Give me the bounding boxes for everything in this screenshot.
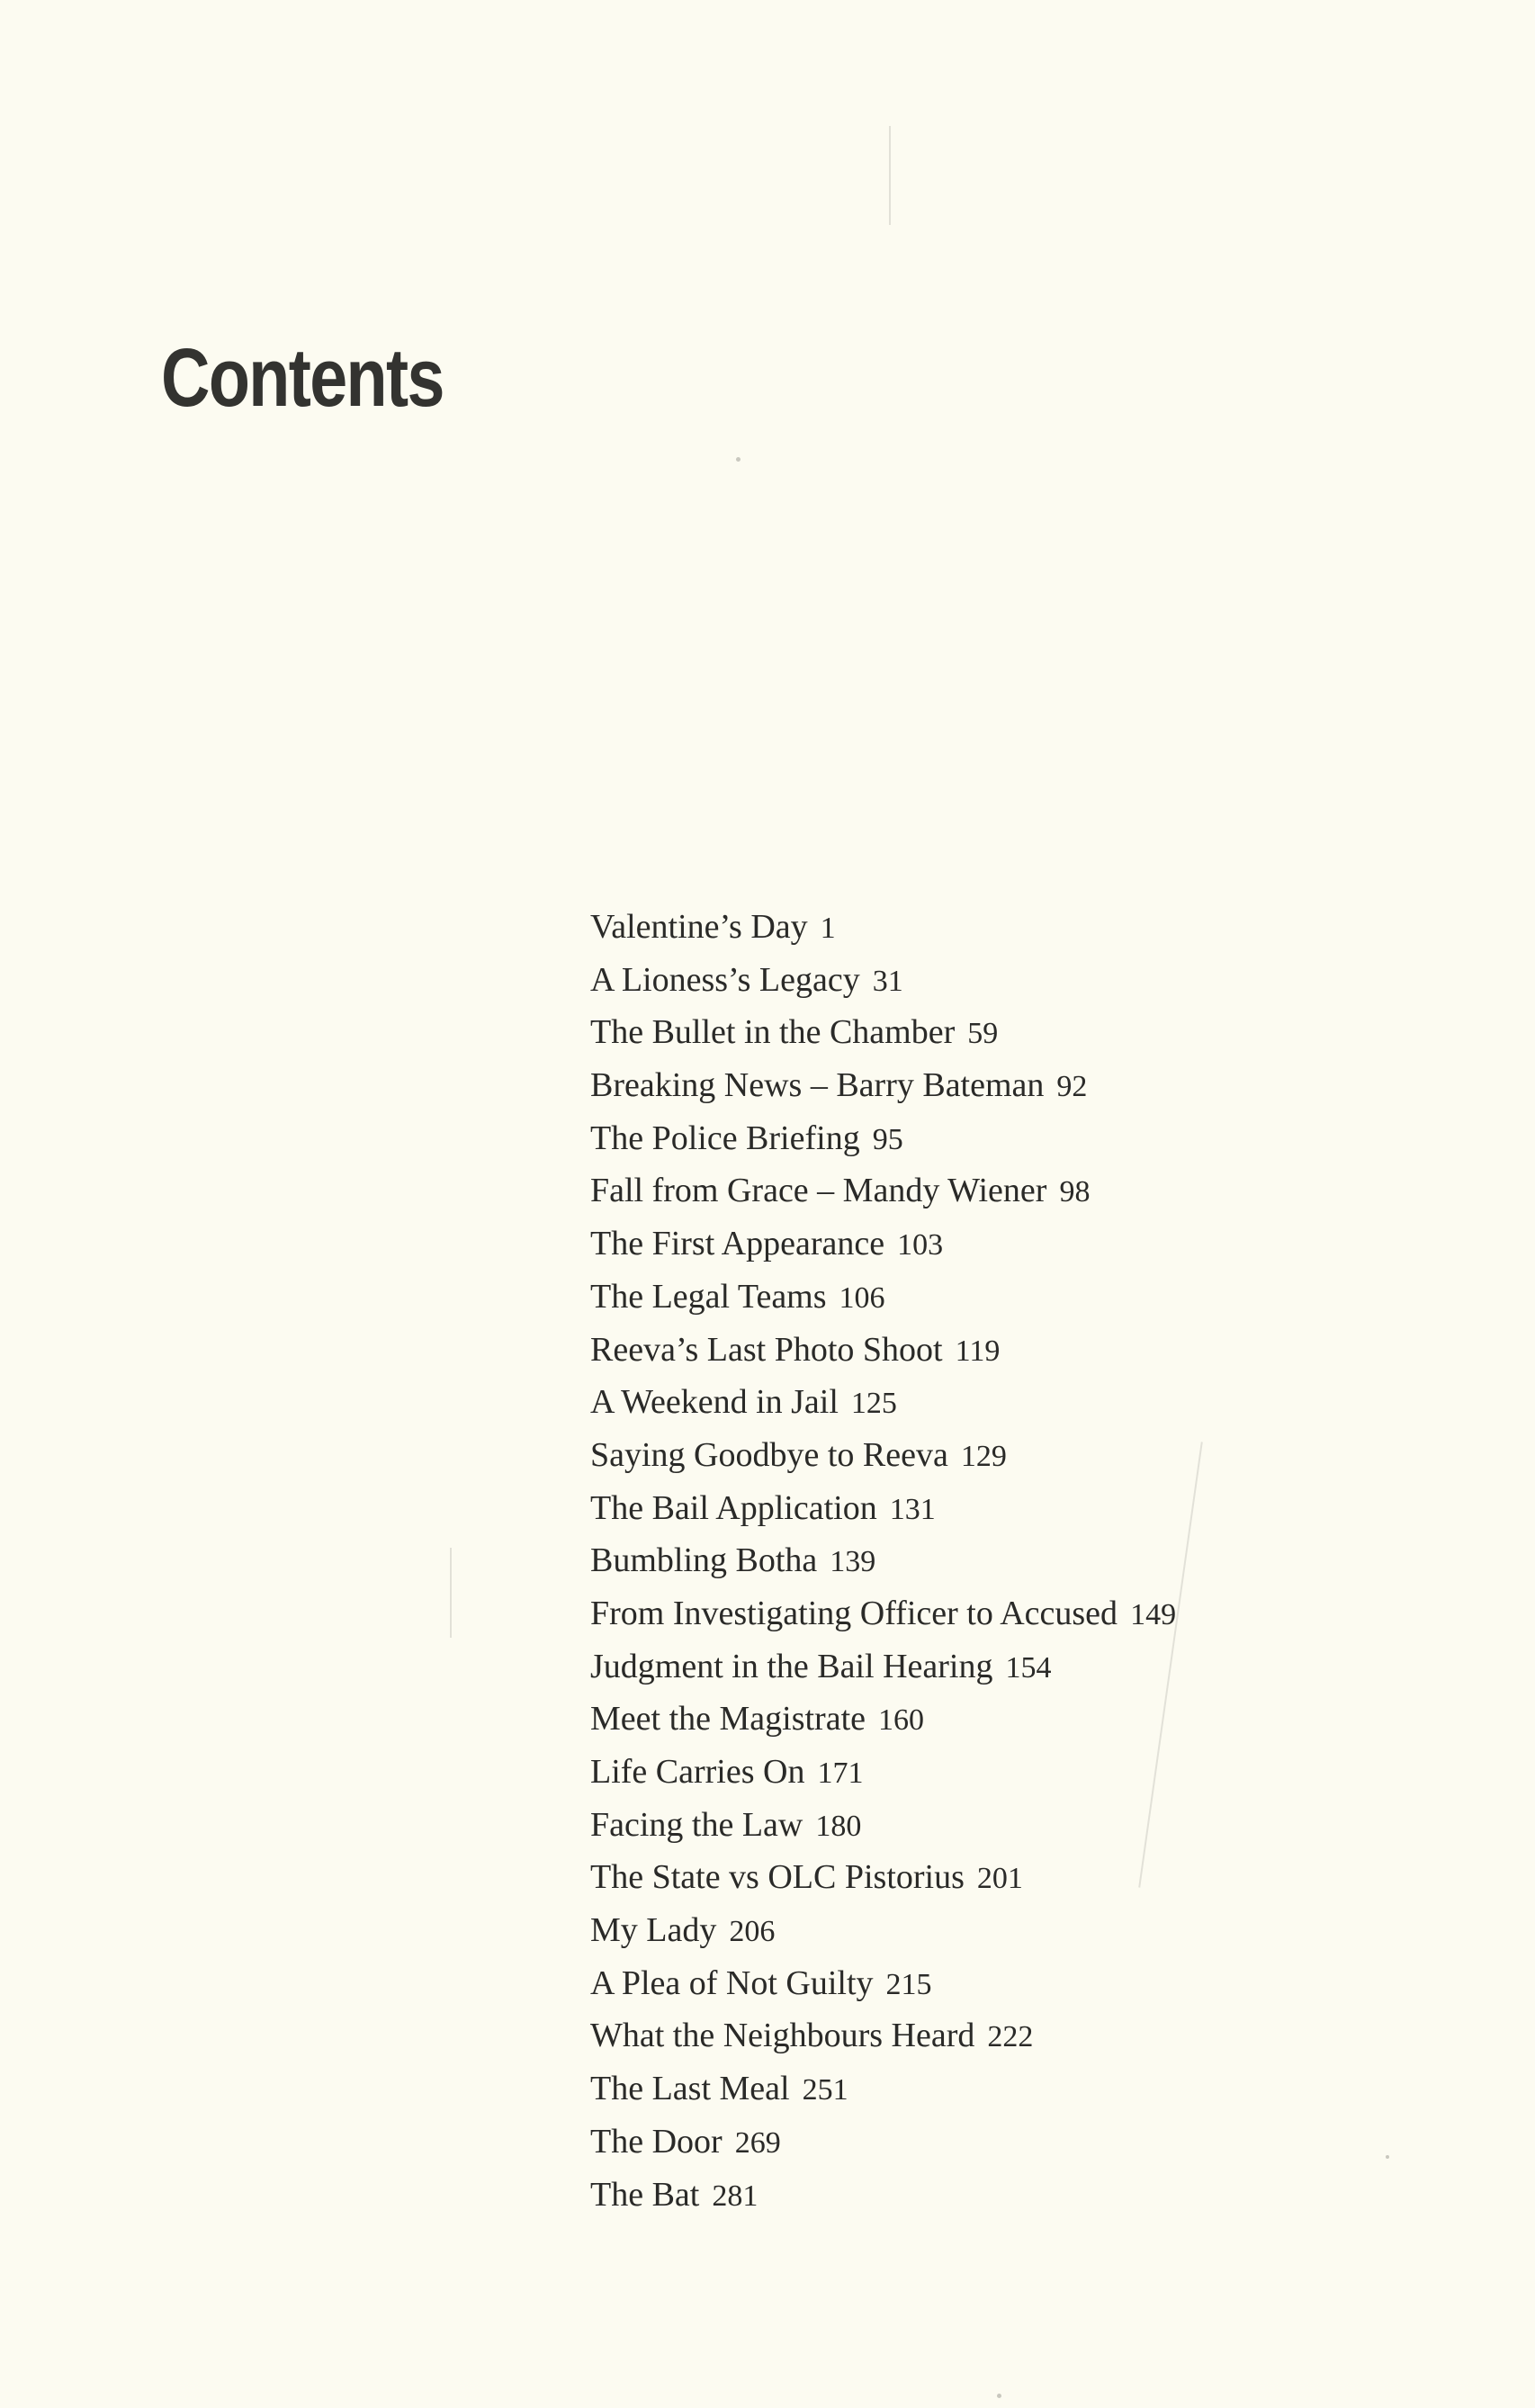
paper-crease (889, 126, 891, 225)
toc-entry (590, 2062, 1176, 2116)
page-number: 59 (967, 1017, 999, 1051)
toc-entry (590, 1904, 1176, 1957)
paper-crease (450, 1548, 452, 1638)
toc-entry (590, 1640, 1176, 1694)
page-number: 201 (976, 1862, 1023, 1896)
page-number: 149 (1130, 1597, 1177, 1631)
chapter-title: A Lioness’s Legacy (590, 960, 860, 999)
chapter-title: Judgment in the Bail Hearing (590, 1647, 993, 1685)
page-number: 269 (734, 2125, 781, 2160)
page-number: 139 (830, 1545, 876, 1579)
table-of-contents (590, 901, 1176, 2221)
page-number: 180 (815, 1809, 862, 1843)
chapter-title: My Lady (590, 1911, 717, 1950)
toc-entry (590, 2009, 1176, 2062)
toc-entry (590, 1957, 1176, 2010)
toc-entry (590, 1429, 1176, 1482)
chapter-title: The Bullet in the Chamber (590, 1013, 956, 1052)
chapter-title: The Police Briefing (590, 1119, 860, 1157)
chapter-title: Breaking News – Barry Bateman (590, 1066, 1045, 1105)
toc-entry (590, 1482, 1176, 1535)
toc-entry (590, 1799, 1176, 1852)
chapter-title: A Plea of Not Guilty (590, 1963, 874, 2002)
page-number: 1 (820, 912, 836, 945)
chapter-title: The First Appearance (590, 1225, 885, 1263)
chapter-title: The Last Meal (590, 2070, 790, 2108)
chapter-title: Reeva’s Last Photo Shoot (590, 1330, 943, 1369)
chapter-title: Meet the Magistrate (590, 1700, 866, 1739)
chapter-title: Life Carries On (590, 1753, 805, 1791)
toc-entry (590, 1376, 1176, 1429)
page-number: 222 (987, 2020, 1034, 2054)
chapter-title: Fall from Grace – Mandy Wiener (590, 1172, 1047, 1210)
paper-speck (736, 457, 741, 462)
toc-entry (590, 1112, 1176, 1165)
toc-entry (590, 1851, 1176, 1904)
toc-entry (590, 1587, 1176, 1640)
page-number: 160 (878, 1703, 925, 1738)
chapter-title: Bumbling Botha (590, 1541, 818, 1580)
toc-entry (590, 1164, 1176, 1217)
chapter-title: The Door (590, 2122, 723, 2161)
page-number: 131 (889, 1492, 936, 1526)
page-number: 95 (872, 1122, 903, 1156)
page-number: 251 (802, 2073, 848, 2107)
toc-entry (590, 901, 1176, 954)
chapter-title: Saying Goodbye to Reeva (590, 1435, 948, 1474)
toc-entry (590, 1746, 1176, 1799)
page-number: 106 (839, 1280, 885, 1315)
paper-speck (1386, 2155, 1389, 2159)
page-number: 92 (1056, 1070, 1088, 1104)
chapter-title: The State vs OLC Pistorius (590, 1858, 965, 1897)
chapter-title: A Weekend in Jail (590, 1383, 839, 1422)
chapter-title: The Bat (590, 2175, 700, 2214)
toc-entry (590, 1217, 1176, 1271)
paper-speck (997, 2394, 1001, 2398)
page-number: 31 (872, 964, 903, 998)
chapter-title: Valentine’s Day (590, 908, 808, 946)
page-title: Contents (161, 332, 444, 424)
toc-entry (590, 1271, 1176, 1324)
page-number: 103 (897, 1228, 944, 1262)
toc-entry (590, 2169, 1176, 2222)
toc-entry (590, 1059, 1176, 1112)
chapter-title: The Bail Application (590, 1488, 877, 1527)
page-number: 206 (729, 1915, 776, 1949)
page-number: 129 (960, 1439, 1007, 1473)
toc-entry (590, 1693, 1176, 1746)
toc-entry (590, 1006, 1176, 1059)
toc-entry (590, 1534, 1176, 1587)
chapter-title: What the Neighbours Heard (590, 2017, 975, 2055)
chapter-title: Facing the Law (590, 1805, 803, 1844)
page-number: 119 (955, 1334, 1001, 1368)
toc-entry (590, 2116, 1176, 2169)
chapter-title: The Legal Teams (590, 1277, 827, 1316)
page-number: 171 (817, 1757, 864, 1790)
toc-entry (590, 954, 1176, 1007)
page-number: 98 (1059, 1175, 1091, 1209)
page-number: 281 (712, 2179, 759, 2213)
page-number: 154 (1005, 1650, 1052, 1685)
page-number: 125 (850, 1387, 897, 1421)
toc-entry (590, 1324, 1176, 1377)
chapter-title: From Investigating Officer to Accused (590, 1594, 1118, 1632)
page-number: 215 (885, 1967, 932, 2001)
